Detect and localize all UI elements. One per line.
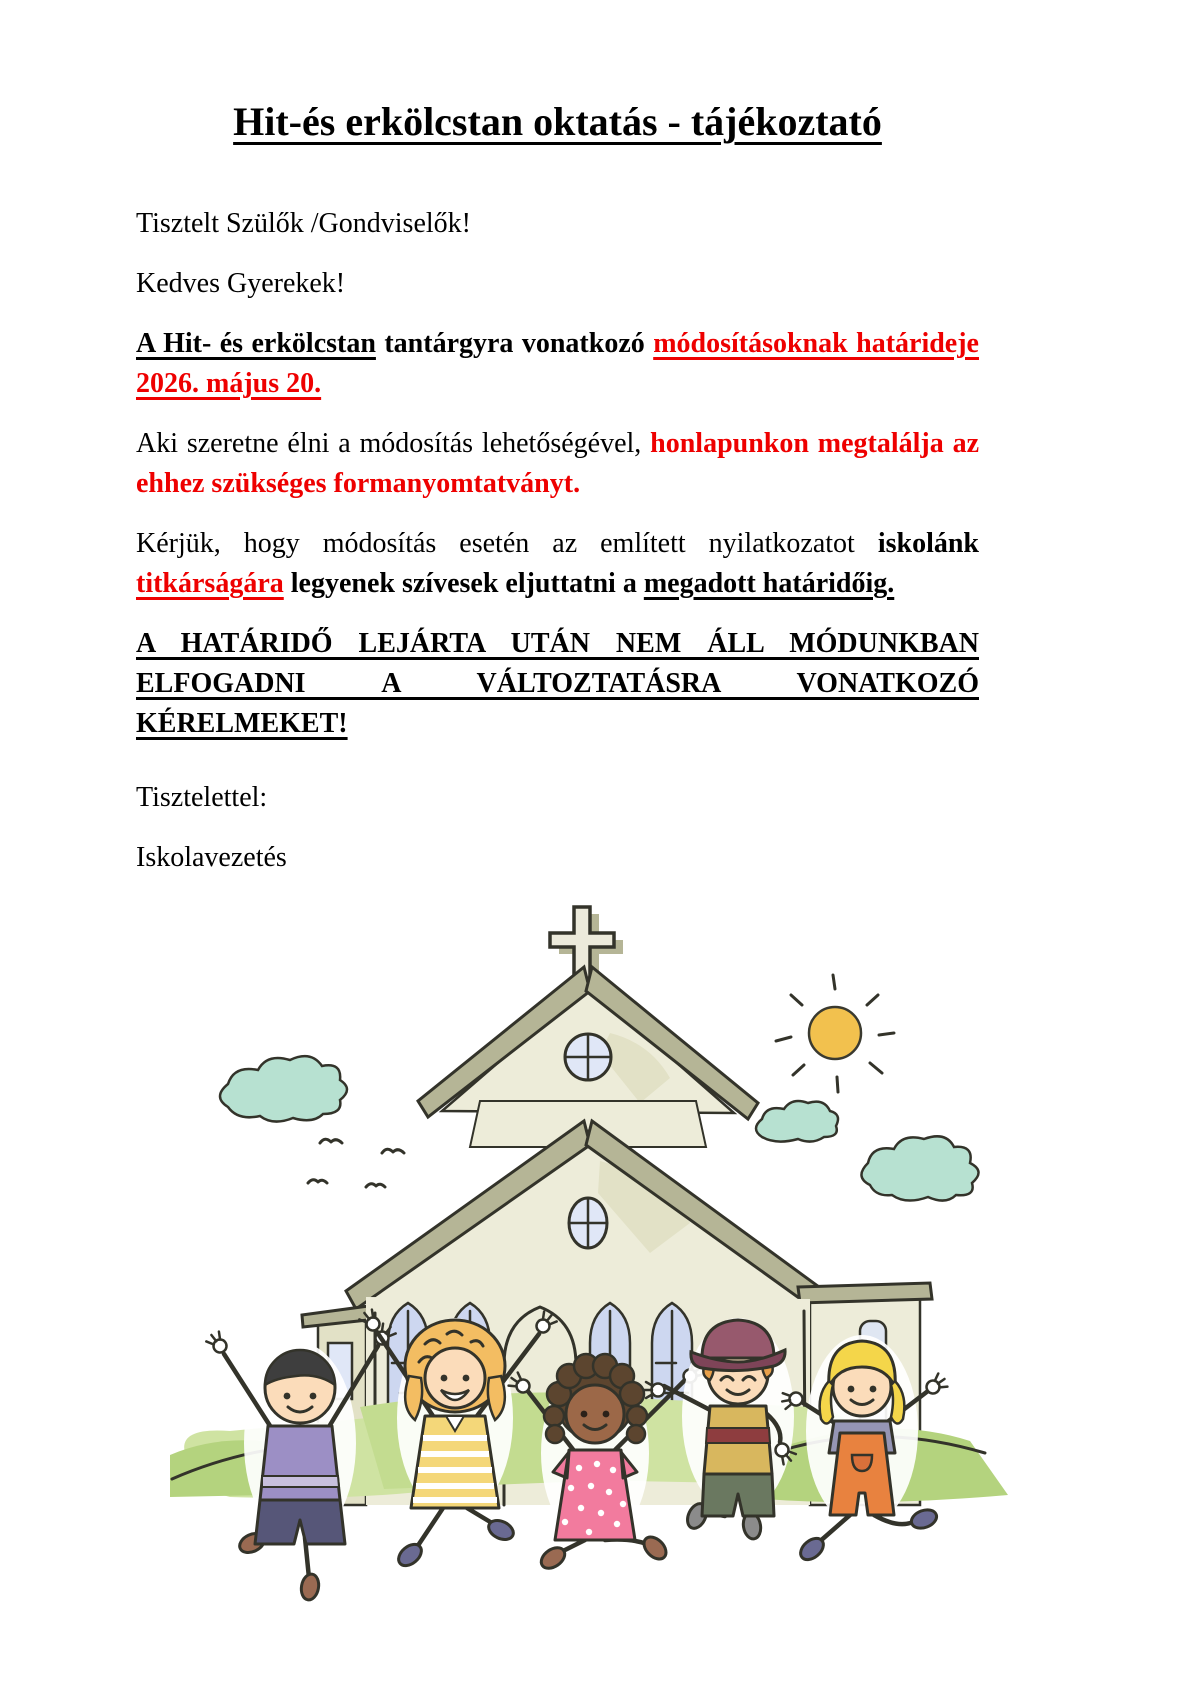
- submission-intro: Kérjük, hogy módosítás esetén az említett nyilatkozatot: [136, 528, 878, 559]
- greeting-parents: Tisztelt Szülők /Gondviselők!: [136, 208, 471, 239]
- warning-text: A HATÁRIDŐ LEJÁRTA UTÁN NEM ÁLL MÓDUNKBAN ELFOGADNI A VÁLTOZTATÁSRA VONATKOZÓ KÉRELMEKET!: [136, 628, 979, 739]
- church-children-illustration: [170, 893, 1020, 1605]
- deadline-middle: tantárgyra vonatkozó: [375, 328, 654, 359]
- subject-name: A Hit- és erkölcstan: [136, 328, 376, 359]
- deadline-paragraph: [136, 324, 979, 404]
- greeting-children: Kedves Gyerekek!: [136, 268, 346, 299]
- form-paragraph: [136, 424, 979, 504]
- warning-paragraph: [136, 624, 979, 744]
- sun-icon: [776, 975, 894, 1092]
- submission-office: titkárságára: [136, 568, 284, 599]
- submission-school: iskolánk: [877, 528, 979, 559]
- page-title-text: Hit-és erkölcstan oktatás - tájékoztató: [233, 99, 882, 144]
- document-body: [136, 98, 979, 898]
- deadline-date: módosításoknak határideje 2026. május 20.: [136, 328, 979, 399]
- closing-signature: Iskolavezetés: [136, 842, 287, 873]
- closing-regards: Tisztelettel:: [136, 782, 268, 813]
- submission-paragraph: [136, 524, 979, 604]
- submission-middle: legyenek szívesek eljuttatni a: [283, 568, 644, 599]
- submission-deadline: megadott határidőig.: [643, 568, 895, 599]
- bird-icon: [308, 1139, 404, 1187]
- form-highlight: honlapunkon megtalálja az ehhez szükséges formanyomtatványt.: [136, 428, 980, 499]
- page-title: [136, 98, 979, 146]
- form-intro: Aki szeretne élni a módosítás lehetőségével,: [136, 428, 651, 459]
